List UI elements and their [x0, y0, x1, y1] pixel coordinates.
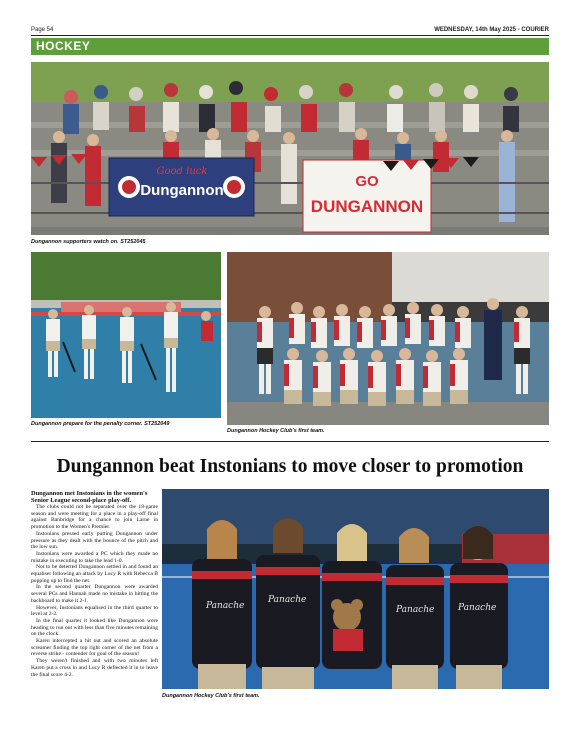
banner-good-luck: Good luck	[156, 166, 208, 177]
shirt-sponsor: Panache	[458, 603, 497, 613]
page-number: Page 54	[31, 27, 54, 33]
article-paragraph: They weren't finished and with two minutes left Karen put a cross in and Lucy R deflected it in to leave the final score 4-2.	[31, 658, 158, 678]
article-body	[31, 490, 158, 678]
banner-go: GO	[355, 173, 379, 190]
article-paragraph: Instonians were awarded a PC which they made no mistake in executing to take the lead 1-0.	[31, 550, 158, 564]
article-lead: Dungannon met Instonians in the women's Senior League second-place play-off.	[31, 490, 148, 504]
supporters-photo-art	[31, 62, 549, 235]
team-photo	[227, 252, 549, 425]
banner-go-dungannon: DUNGANNON	[310, 197, 424, 216]
article-paragraph: The clubs could not be separated over the 18-game season and were meeting for a place in a play-off final against Banbridge for a chance to join Larne in promotion to the Women's Premier.	[31, 504, 158, 531]
article-paragraph: Instonians pressed early putting Dungannon under pressure as they dealt with the bounce of the pitch and the low sun.	[31, 530, 158, 551]
article-paragraph: Karen intercepted a hit out and scored an absolute screamer finding the top right corner of the net from a reverse strike - contender for goal of the season!	[31, 638, 158, 658]
issue-line: WEDNESDAY, 14th May 2025 - COURIER	[434, 27, 549, 33]
shirt-sponsor: Panache	[268, 595, 307, 605]
team-photo-art	[227, 252, 549, 425]
shirt-sponsor: Panache	[396, 605, 435, 615]
article-divider	[31, 441, 549, 442]
banner-dungannon: Dungannon	[140, 182, 224, 199]
penalty-photo-art	[31, 252, 221, 418]
supporters-photo	[31, 62, 549, 235]
article-paragraph: Not to be deterred Dungannon settled in and found an equaliser following an attack by Lucy R with Rebecca B popping up to find the net.	[31, 564, 158, 584]
team-caption: Dungannon Hockey Club's first team.	[227, 428, 325, 434]
players-photo-art	[162, 489, 549, 689]
penalty-caption: Dungannon prepare for the penalty corner. ST252049	[31, 421, 170, 427]
supporters-caption: Dungannon supporters watch on. ST252045	[31, 239, 146, 245]
section-bar	[31, 38, 549, 55]
article-paragraph: However, Instonians equalised in the third quarter to level at 2-2.	[31, 604, 158, 618]
article-paragraph: In the final quarter it looked like Dungannon were heading to run out with less than five minutes remaining on the clock.	[31, 617, 158, 638]
penalty-photo	[31, 252, 221, 418]
article-headline: Dungannon beat Instonians to move closer to promotion	[56, 456, 524, 477]
masthead-rule	[31, 35, 549, 36]
shirt-sponsor: Panache	[206, 601, 245, 611]
article-paragraph: In the second quarter Dungannon were awarded several PCs and Hannah made no mistake in hitting the backboard to make it 2-1.	[31, 584, 158, 604]
players-caption: Dungannon Hockey Club's first team.	[162, 693, 260, 699]
players-photo	[162, 489, 549, 689]
section-title: HOCKEY	[36, 39, 91, 53]
